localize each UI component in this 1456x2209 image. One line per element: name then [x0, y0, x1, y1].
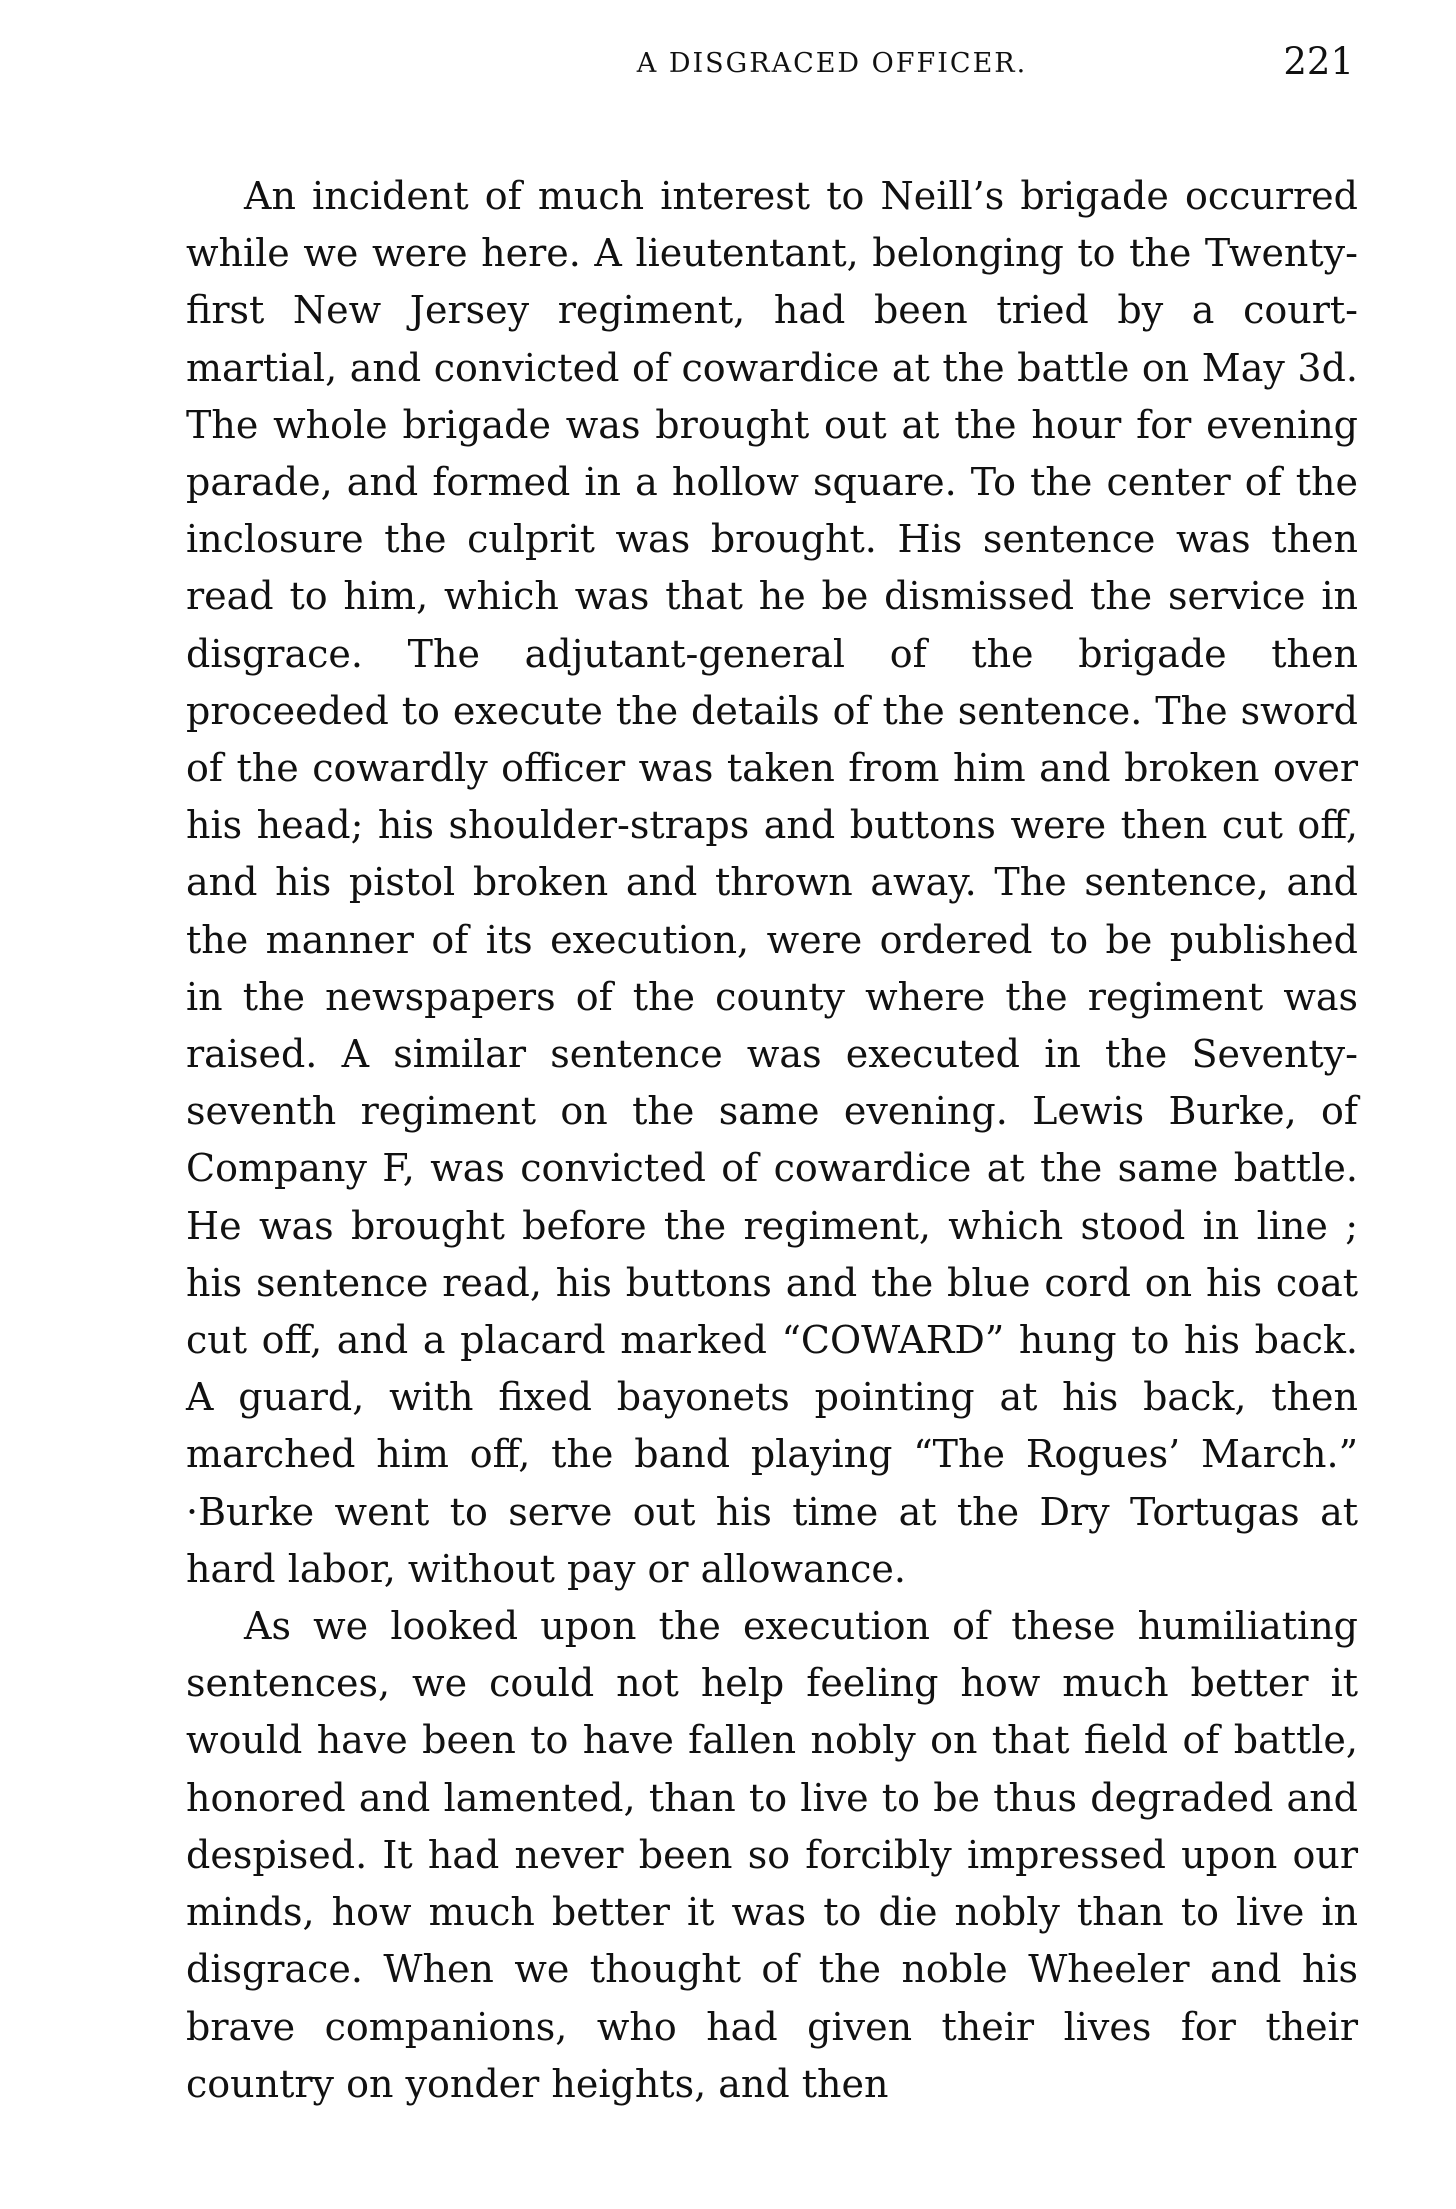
- paragraph-1: An incident of much interest to Neill’s brigade occurred while we were here. A lieutentant, belonging to the Twenty-first New Jersey regiment, had been tried by a court-martial, and convicted of cowardice at the battle on May 3d. The whole brigade was brought out at the hour for evening parade, and formed in a hollow square. To the center of the inclosure the culprit was brought. His sentence was then read to him, which was that he be dismissed the service in disgrace. The adjutant-general of the brigade then proceeded to execute the details of the sentence. The sword of the cowardly officer was taken from him and broken over his head; his shoulder-straps and buttons were then cut off, and his pistol broken and thrown away. The sentence, and the manner of its execution, were ordered to be published in the newspapers of the county where the regiment was raised. A similar sentence was executed in the Seventy-seventh regiment on the same evening. Lewis Burke, of Company F, was convicted of cowardice at the same battle. He was brought before the regiment, which stood in line ; his sentence read, his buttons and the blue cord on his coat cut off, and a placard marked “COWARD” hung to his back. A guard, with fixed bayonets pointing at his back, then marched him off, the band playing “The Rogues’ March.” ·Burke went to serve out his time at the Dry Tortugas at hard labor, without pay or allowance.: [186, 174, 1358, 1591]
- running-title: A DISGRACED OFFICER.: [636, 48, 1028, 79]
- paragraph-2: As we looked upon the execution of these humiliating sentences, we could not help feeling how much better it would have been to have fallen nobly on that field of battle, honored and lamented, than to live to be thus degraded and despised. It had never been so forcibly impressed upon our minds, how much better it was to die nobly than to live in disgrace. When we thought of the noble Wheeler and his brave companions, who had given their lives for their country on yonder heights, and then: [186, 1604, 1358, 2106]
- page-number: 221: [1283, 40, 1354, 83]
- page-content: [186, 40, 1358, 2113]
- page-header: [186, 40, 1358, 98]
- body-text: [186, 168, 1358, 2113]
